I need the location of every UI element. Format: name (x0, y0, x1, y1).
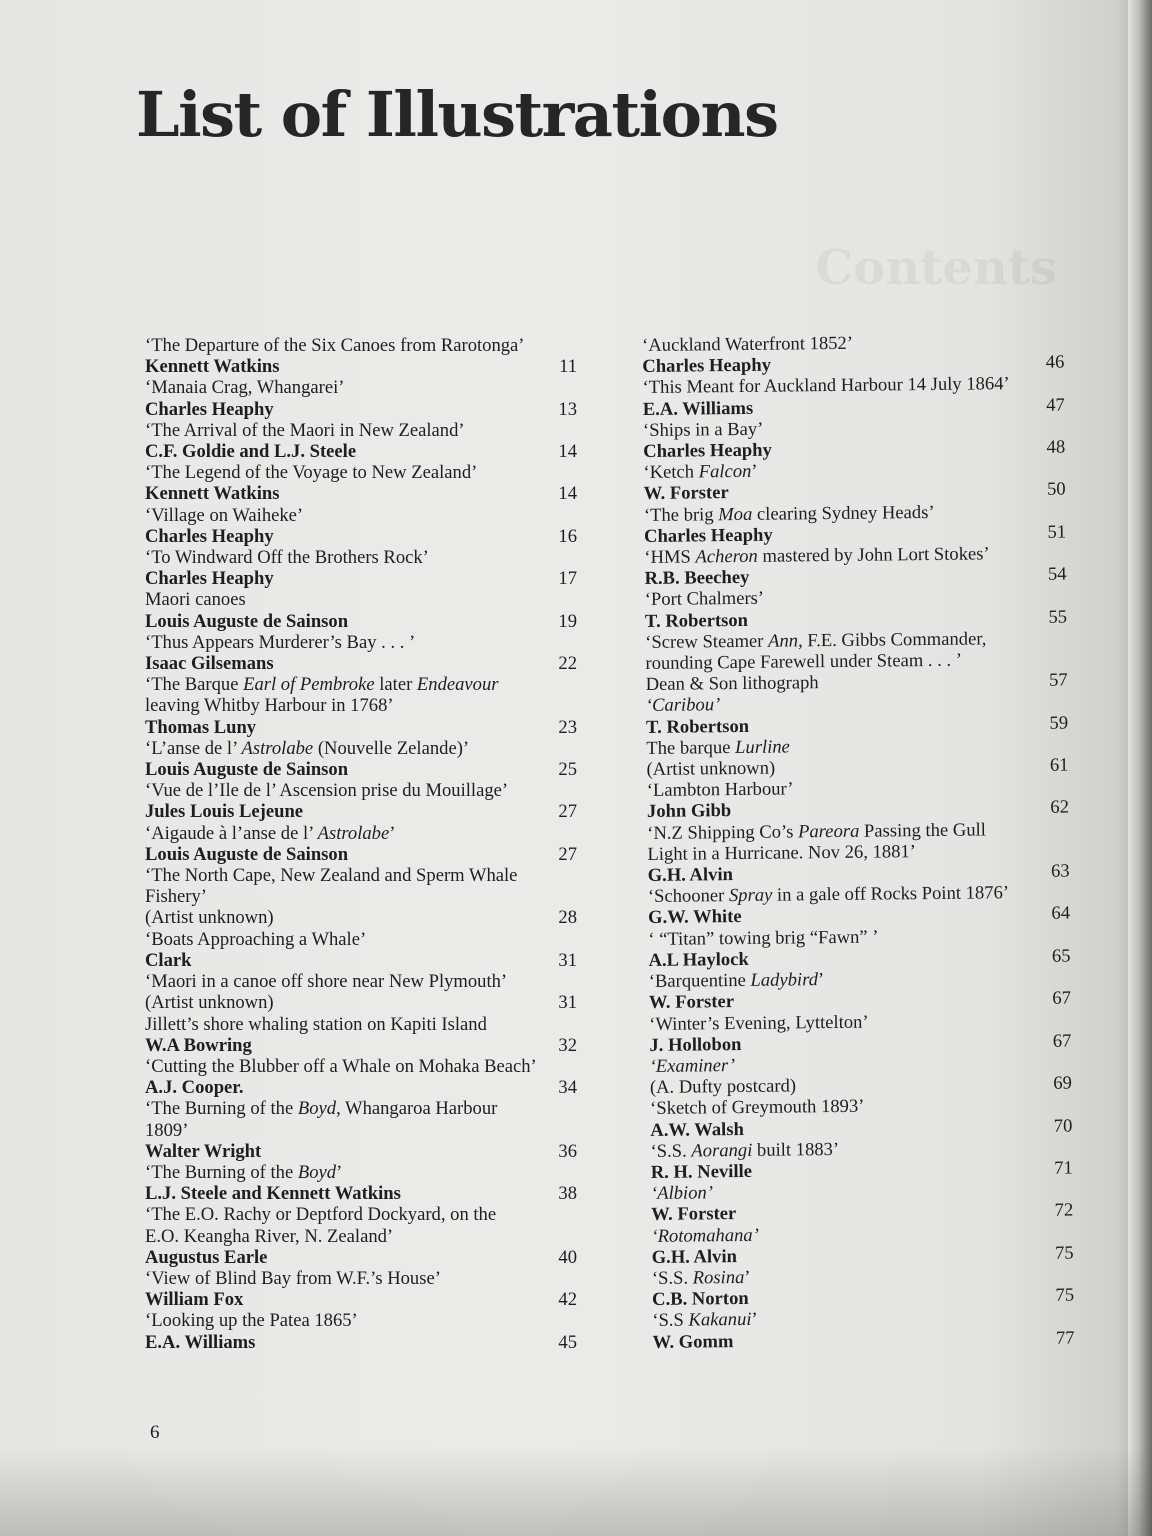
artist-name: Thomas Luny (145, 716, 257, 738)
page-reference: 71 (1054, 1157, 1073, 1179)
artist-line (145, 653, 585, 674)
illustration-title: ‘Rotomahana’ (651, 1224, 759, 1247)
artist-name: Kennett Watkins (145, 483, 280, 505)
illustration-title: ‘N.Z Shipping Co’s Pareora Passing the Gull (647, 819, 986, 844)
illustration-title: ‘Manaia Crag, Whangarei’ (145, 377, 345, 399)
illustration-title: ‘ “Titan” towing brig “Fawn” ’ (648, 926, 879, 950)
artist-line (145, 801, 585, 822)
credit-text: (Artist unknown) (145, 992, 274, 1014)
page-reference: 38 (558, 1183, 577, 1205)
artist-line (145, 1247, 585, 1268)
page-reference: 27 (558, 801, 577, 823)
illustration-title: ‘Auckland Waterfront 1852’ (642, 332, 854, 356)
illustrations-list-right-column (642, 330, 1083, 1352)
illustration-title: ‘S.S. Aorangi built 1883’ (650, 1138, 840, 1162)
credit-line (145, 907, 585, 928)
page-reference: 65 (1051, 945, 1071, 967)
illustration-title: ‘Boats Approaching a Whale’ (145, 928, 367, 950)
page-reference: 50 (1046, 478, 1066, 501)
artist-line (145, 950, 585, 971)
illustration-title: ‘The Burning of the Boyd’ (145, 1161, 343, 1183)
artist-line (145, 399, 585, 420)
page-reference: 72 (1054, 1199, 1074, 1222)
artist-line (145, 526, 585, 547)
illustration-title: ‘Vue de l’Ile de l’ Ascension prise du Mouillage’ (145, 780, 509, 802)
page-reference: 51 (1047, 521, 1067, 543)
illustrations-list-left-column (145, 335, 585, 1353)
illustration-title: ‘This Meant for Auckland Harbour 14 July 1864’ (642, 373, 1010, 399)
artist-name: E.A. Williams (642, 397, 754, 420)
page-reference: 23 (558, 716, 577, 738)
artist-line (145, 1077, 585, 1098)
illustration-title: ‘Schooner Spray in a gale off Rocks Point 1876’ (647, 882, 1010, 908)
artist-name: G.H. Alvin (647, 864, 734, 887)
artist-name: William Fox (145, 1289, 244, 1311)
page-reference: 67 (1052, 1030, 1072, 1052)
illustration-title: ‘The North Cape, New Zealand and Sperm Whale (145, 865, 518, 887)
page-reference: 57 (1048, 669, 1068, 692)
artist-name: R. H. Neville (650, 1160, 753, 1183)
artist-name: Charles Heaphy (643, 524, 773, 547)
artist-line (145, 483, 585, 504)
page-reference: 22 (558, 653, 577, 675)
illustration-title: ‘Examiner’ (649, 1054, 736, 1077)
page-reference: 46 (1045, 351, 1065, 373)
page-reference: 45 (558, 1331, 577, 1353)
illustration-title: rounding Cape Farewell under Steam . . . ’ (645, 649, 963, 675)
artist-name: G.H. Alvin (651, 1245, 738, 1268)
artist-line (145, 441, 585, 462)
illustration-title: ‘Looking up the Patea 1865’ (145, 1310, 358, 1332)
illustration-title: ‘Maori in a canoe off shore near New Plymouth’ (145, 971, 508, 993)
page-reference: 16 (558, 525, 577, 547)
page-shadow (0, 1446, 1152, 1536)
artist-line (145, 356, 585, 377)
page-reference: 47 (1046, 394, 1065, 416)
illustration-title: 1809’ (145, 1119, 189, 1141)
show-through-heading: Contents (815, 240, 1057, 296)
artist-name: Charles Heaphy (145, 398, 274, 420)
illustration-title: ‘The Departure of the Six Canoes from Rarotonga’ (145, 335, 525, 356)
page-reference: 11 (559, 356, 577, 378)
artist-line (145, 1183, 585, 1204)
illustration-title: Jillett’s shore whaling station on Kapiti Island (145, 1013, 487, 1035)
artist-line (145, 1141, 585, 1162)
artist-name: Kennett Watkins (145, 356, 280, 378)
page-reference: 40 (558, 1246, 577, 1268)
artist-name: Isaac Gilsemans (145, 653, 274, 675)
page-reference: 14 (558, 483, 577, 505)
illustration-title: ‘Lambton Harbour’ (646, 778, 794, 802)
artist-name: G.W. White (647, 906, 742, 929)
artist-name: John Gibb (646, 800, 732, 823)
illustration-title: ‘Village on Waiheke’ (145, 504, 304, 526)
artist-line (145, 1332, 585, 1353)
page-reference: 34 (558, 1077, 577, 1099)
page-gutter-edge (1128, 0, 1152, 1536)
illustration-title: ‘Cutting the Blubber off a Whale on Mohaka Beach’ (145, 1055, 537, 1077)
illustration-title: leaving Whitby Harbour in 1768’ (145, 695, 394, 717)
illustration-title: ‘The brig Moa clearing Sydney Heads’ (643, 501, 935, 526)
illustration-title: ‘L’anse de l’ Astrolabe (Nouvelle Zelande)’ (145, 737, 470, 759)
artist-name: Walter Wright (145, 1140, 262, 1162)
artist-name: T. Robertson (645, 715, 750, 738)
illustration-title: ‘S.S Kakanui’ (652, 1309, 758, 1332)
page-reference: 36 (558, 1140, 577, 1162)
illustration-title: ‘View of Blind Bay from W.F.’s House’ (145, 1267, 441, 1289)
illustration-title: Maori canoes (145, 589, 246, 611)
illustration-title: ‘Barquentine Ladybird’ (648, 969, 825, 993)
illustration-title: ‘Sketch of Greymouth 1893’ (649, 1096, 865, 1120)
page-reference: 14 (558, 441, 577, 463)
page-reference: 42 (558, 1289, 577, 1311)
credit-line (145, 992, 585, 1013)
illustration-title: Light in a Hurricane. Nov 26, 1881’ (647, 841, 917, 865)
credit-text: (A. Dufty postcard) (649, 1075, 797, 1099)
illustration-title: ‘Albion’ (650, 1182, 714, 1205)
page-reference: 64 (1051, 903, 1071, 925)
illustration-title: The barque Lurline (646, 736, 790, 759)
credit-text: (Artist unknown) (646, 757, 776, 781)
illustration-title: ‘The Arrival of the Maori in New Zealand’ (145, 419, 465, 441)
illustration-title: ‘The Barque Earl of Pembroke later Endeavour (145, 674, 499, 696)
illustration-title: ‘Winter’s Evening, Lyttelton’ (649, 1011, 869, 1035)
page-reference: 62 (1050, 797, 1070, 819)
artist-name: Charles Heaphy (145, 525, 274, 547)
page-reference: 32 (558, 1034, 577, 1056)
artist-name: W. Gomm (652, 1330, 734, 1353)
page-reference: 27 (558, 843, 577, 865)
page-reference: 63 (1050, 860, 1070, 882)
artist-name: C.F. Goldie and L.J. Steele (145, 441, 357, 463)
page-reference: 75 (1055, 1284, 1075, 1306)
page-reference: 55 (1048, 606, 1068, 628)
artist-name: A.J. Cooper. (145, 1077, 244, 1099)
illustration-title: ‘S.S. Rosina’ (651, 1266, 751, 1289)
page-reference: 17 (558, 568, 577, 590)
artist-name: R.B. Beechey (644, 567, 750, 590)
artist-line (145, 1035, 585, 1056)
illustration-title: ‘Caribou’ (645, 694, 721, 717)
artist-name: Louis Auguste de Sainson (145, 759, 349, 781)
artist-name: A.W. Walsh (650, 1118, 744, 1141)
artist-name: T. Robertson (644, 609, 749, 632)
artist-name: A.L Haylock (648, 948, 749, 971)
artist-name: Charles Heaphy (145, 568, 274, 590)
illustration-title: ‘The Legend of the Voyage to New Zealand’ (145, 462, 478, 484)
illustration-title: E.O. Keangha River, N. Zealand’ (145, 1225, 394, 1247)
page-reference: 69 (1053, 1072, 1072, 1094)
artist-line (145, 759, 585, 780)
page-reference: 25 (558, 759, 577, 781)
artist-name: W. Forster (648, 991, 735, 1014)
artist-name: W. Forster (643, 482, 729, 505)
credit-text: Dean & Son lithograph (645, 672, 819, 696)
page-reference: 31 (558, 949, 577, 971)
page-reference: 67 (1052, 987, 1072, 1010)
artist-name: W. Forster (651, 1203, 737, 1226)
illustration-title: ‘To Windward Off the Brothers Rock’ (145, 547, 429, 569)
page-title: List of Illustrations (136, 78, 778, 151)
page-reference: 13 (558, 398, 577, 420)
illustration-title: ‘Aigaude à l’anse de l’ Astrolabe’ (145, 822, 396, 844)
illustration-title: ‘Ketch Falcon’ (643, 461, 758, 484)
page-reference: 54 (1047, 563, 1067, 585)
page-number: 6 (150, 1422, 160, 1443)
artist-line (145, 1289, 585, 1310)
artist-name: Charles Heaphy (643, 439, 772, 463)
illustration-title: ‘Screw Steamer Ann, F.E. Gibbs Commander, (645, 628, 987, 653)
page-reference: 31 (558, 992, 577, 1014)
artist-line (652, 1327, 1082, 1353)
artist-line (145, 717, 585, 738)
illustration-title: ‘The E.O. Rachy or Deptford Dockyard, on the (145, 1204, 497, 1226)
artist-line (145, 568, 585, 589)
artist-name: L.J. Steele and Kennett Watkins (145, 1183, 401, 1205)
page-reference: 75 (1054, 1242, 1074, 1264)
artist-name: Augustus Earle (145, 1246, 268, 1268)
page-reference: 19 (558, 610, 577, 632)
credit-text: (Artist unknown) (145, 907, 274, 929)
illustration-title: ‘Ships in a Bay’ (642, 418, 764, 441)
page-reference: 48 (1046, 436, 1066, 458)
artist-name: J. Hollobon (649, 1033, 742, 1056)
page-reference: 70 (1053, 1115, 1073, 1137)
page-reference: 28 (558, 907, 577, 929)
page-reference: 77 (1055, 1327, 1075, 1349)
page-reference: 59 (1049, 712, 1069, 734)
artist-line (145, 611, 585, 632)
illustration-title: Fishery’ (145, 886, 207, 908)
artist-name: E.A. Williams (145, 1331, 256, 1353)
artist-name: Louis Auguste de Sainson (145, 610, 349, 632)
artist-line (145, 844, 585, 865)
artist-name: Jules Louis Lejeune (145, 801, 304, 823)
artist-name: Clark (145, 949, 192, 971)
artist-name: Charles Heaphy (642, 354, 772, 378)
artist-name: C.B. Norton (651, 1288, 749, 1311)
illustration-title: ‘HMS Acheron mastered by John Lort Stokes’ (644, 543, 990, 569)
page-reference: 61 (1049, 754, 1069, 776)
artist-name: W.A Bowring (145, 1034, 252, 1056)
illustration-title: ‘Thus Appears Murderer’s Bay . . . ’ (145, 631, 416, 653)
artist-name: Louis Auguste de Sainson (145, 843, 349, 865)
illustration-title: ‘The Burning of the Boyd, Whangaroa Harbour (145, 1098, 498, 1120)
illustration-title: ‘Port Chalmers’ (644, 588, 765, 611)
